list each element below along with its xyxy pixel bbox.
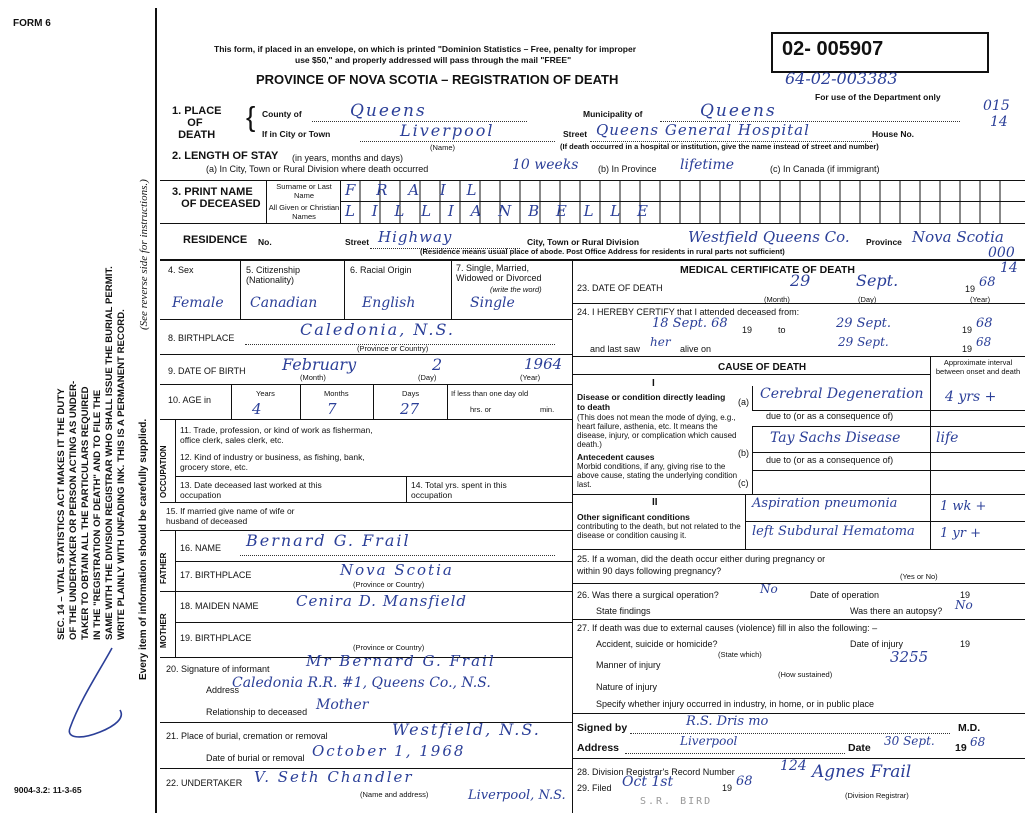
row-10-top [160,384,572,385]
birthplace-note: (Province or Country) [357,344,429,353]
signed-by-label: Signed by [577,722,628,734]
department-code-3: 000 [988,245,1015,261]
residence-city-label: City, Town or Rural Division [527,237,640,247]
mother-birthplace-note: (Province or Country) [353,643,425,652]
occupation-q14: 14. Total yrs. spent in this occupation [411,480,507,500]
signed-date-label: Date [848,742,871,754]
occupation-side-label: OCCUPATION [159,445,168,498]
registrar-stamp: S.R. BIRD [640,796,713,807]
house-label: House No. [872,129,915,139]
burial-date-value: October 1, 1968 [312,742,466,760]
relationship-value: Mother [316,697,369,713]
residence-no-label: No. [258,237,272,247]
side-notice-1: SEC. 14 – VITAL STATISTICS ACT MAKES IT THE DUTY [56,388,67,640]
cause-b-mark: (b) [738,448,749,458]
signed-top [572,713,1025,714]
deceased-name-label: 3. PRINT NAME OF DECEASED [172,186,261,210]
row-26-top [572,583,1025,584]
age-div3 [373,384,374,419]
form-title: PROVINCE OF NOVA SCOTIA – REGISTRATION OF DEATH [256,72,619,87]
cause-c-top [752,470,1025,471]
signed-by-value: R.S. Dris mo [686,714,769,729]
mother-side-label: MOTHER [159,613,168,648]
undertaker-town: Liverpool, N.S. [468,788,566,803]
racial-value: English [362,295,416,311]
handwritten-registration-number: 64-02-003383 [785,69,898,88]
given-names-label: All Given or Christian Names [268,203,340,221]
street-value: Queens General Hospital [596,121,810,139]
death-year-value: 68 [979,275,996,290]
death-year-note: (Year) [970,295,991,304]
surname-label: Surname or Last Name [276,182,332,200]
attended-from-value: 18 Sept. 68 [652,316,728,331]
residence-city-value: Westfield Queens Co. [688,228,850,246]
dob-day-note: (Day) [418,373,437,382]
father-birthplace-label: 17. BIRTHPLACE [180,570,252,580]
mother-maiden-value: Cenira D. Mansfield [296,592,468,610]
age-days-label: Days [402,389,420,398]
division-registrar-note: (Division Registrar) [845,791,909,800]
relationship-label: Relationship to deceased [206,707,308,717]
undertaker-label: 22. UNDERTAKER [166,778,243,788]
row-13-top [175,476,572,477]
section-i-label: I [652,378,655,389]
marital-value: Single [470,295,515,311]
residence-street-label: Street [345,237,370,247]
place-brace: { [246,101,256,132]
signed-year-prefix: 19 [955,742,967,754]
row-9-top [160,354,572,355]
form-number: FORM 6 [13,18,51,29]
other-conditions-label: Other significant conditions [577,512,690,522]
filed-year-value: 68 [736,774,753,789]
given-names-value: L I L L I A N B E L L E [345,202,654,220]
spouse-label: 15. If married give name of wife or husband of deceased [166,506,295,526]
city-label: If in City or Town [262,129,331,139]
form-left-border [155,8,157,813]
pregnancy-question: 25. If a woman, did the death occur either during pregnancy or within 90 days following pregnancy? [577,554,826,576]
footer-code: 9004-3.2: 11-3-65 [14,785,82,795]
attended-year-value: 68 [976,316,993,331]
cause-b-interval: life [936,430,959,446]
dob-month-value: February [282,355,357,374]
column-divider [572,259,573,813]
row-11-top [160,419,572,420]
attended-nineteen: 19 [742,325,753,335]
death-day-value: 29 [790,271,811,290]
antecedent-label: Antecedent causes [577,452,655,462]
manner-number: 3255 [890,648,929,666]
medical-title: MEDICAL CERTIFICATE OF DEATH [680,264,855,276]
specify-label: Specify whether injury occurred in industry, in home, or in public place [596,699,874,709]
father-side-label: FATHER [159,552,168,584]
yes-no-note: (Yes or No) [900,572,938,581]
burial-date-label: Date of burial or removal [206,753,305,763]
county-value: Queens [350,101,427,121]
cause-b-bottom [752,452,1025,453]
alive-year-prefix: 19 [962,344,973,354]
dob-day-value: 2 [432,355,443,374]
stay-a-value: 10 weeks [512,157,579,173]
age-months-value: 7 [327,400,337,418]
row-13-div [406,476,407,502]
hrs-label: hrs. or [470,405,492,414]
nature-label: Nature of injury [596,682,658,692]
other-condition-2: left Subdural Hematoma [752,524,915,539]
mother-maiden-label: 18. MAIDEN NAME [180,601,259,611]
doctor-address-line [625,753,845,754]
city-line [360,141,555,142]
autopsy-question: Was there an autopsy? [850,606,943,616]
filed-label: 29. Filed [577,783,612,793]
stay-c-label: (c) In Canada (if immigrant) [770,164,880,174]
surgery-question: 26. Was there a surgical operation? [577,590,719,600]
citizenship-value: Canadian [250,295,318,311]
autopsy-value: No [955,598,973,612]
dob-year-note: (Year) [520,373,541,382]
attended-to-value: 29 Sept. [836,316,891,331]
state-findings-label: State findings [596,606,651,616]
cause-c-mark: (c) [738,478,749,488]
age-div2 [300,384,301,419]
signed-date-value: 30 Sept. [884,734,935,748]
occupation-q13: 13. Date deceased last worked at this occupation [180,480,322,500]
last-saw-value: her [650,335,671,349]
birthplace-label: 8. BIRTHPLACE [168,333,235,343]
alive-year-value: 68 [976,335,992,349]
dob-year-value: 1964 [524,355,563,373]
cause-a-mark: (a) [738,397,749,407]
filed-year-prefix: 19 [722,783,733,793]
injury-date-label: Date of injury [850,639,904,649]
length-of-stay-sub: (in years, months and days) [292,153,404,163]
registration-number: 02- 005907 [782,38,884,60]
age-div1 [231,384,232,419]
cause-title: CAUSE OF DEATH [718,362,807,373]
informant-address-value: Caledonia R.R. #1, Queens Co., N.S. [232,675,491,691]
section-ii-top [572,494,1025,495]
record-number-label: 28. Division Registrar's Record Number [577,767,735,777]
row-25-top [572,549,1025,550]
informant-signature-value: Mr Bernard G. Frail [306,652,496,670]
other-conditions-note: contributing to the death, but not related to the disease or condition causing it. [577,522,741,540]
alive-on-label: alive on [680,344,712,354]
county-label: County of [262,109,302,119]
marital-label: 7. Single, Married, Widowed or Divorced [456,263,542,283]
sex-value: Female [172,295,224,311]
filed-value: Oct 1st [622,774,674,790]
other-condition-1: Aspiration pneumonia [752,496,898,511]
marital-note: (write the word) [490,285,542,294]
birthplace-value: Caledonia, N.S. [300,320,455,339]
accident-label: Accident, suicide or homicide? [596,639,718,649]
department-code-2: 14 [990,114,1008,130]
age-label: 10. AGE in [168,395,212,405]
age-div4 [447,384,448,419]
department-code-4: 14 [1000,260,1018,276]
undertaker-note: (Name and address) [360,790,429,799]
hospital-note: (If death occurred in a hospital or institution, give the name instead of street and number) [560,142,879,151]
burial-place-value: Westfield, N.S. [392,720,541,739]
death-month-note: (Month) [764,295,790,304]
father-birthplace-value: Nova Scotia [340,561,454,579]
stay-b-label: (b) In Province [598,164,657,174]
street-label: Street [563,129,588,139]
undertaker-value: V. Seth Chandler [254,768,414,786]
postal-note-2: use $50," and properly addressed will pass through the mail "FREE" [295,55,572,65]
row4-div1 [240,259,241,319]
age-years-value: 4 [252,400,262,418]
side-notice-4: IN THE "REGISTRATION OF DEATH" AND TO FILE THE [92,389,103,640]
date-of-death-label: 23. DATE OF DEATH [577,283,663,293]
side-notice-6: WRITE PLAINLY WITH UNFADING INK. THIS IS A PERMANENT RECORD. [116,309,127,640]
citizenship-label: 5. Citizenship (Nationality) [246,265,301,285]
postal-note-1: This form, if placed in an envelope, on which is printed "Dominion Statistics – Free, penalty for improper [214,44,637,54]
cause-bc-left [752,426,753,494]
occupation-side-div [175,419,176,502]
parents-side-div [175,530,176,657]
state-which-note: (State which) [718,650,762,659]
occupation-q11: 11. Trade, profession, or kind of work as fisherman, office clerk, sales clerk, etc. [180,425,373,445]
injury-year-prefix: 19 [960,639,971,649]
registrar-signature: Agnes Frail [812,762,912,782]
name-grid-divider [266,180,267,223]
side-notice-2: OF THE UNDERTAKER OR PERSON ACTING AS UNDER- [68,380,79,640]
dob-month-note: (Month) [300,373,326,382]
occupation-q12: 12. Kind of industry or business, as fishing, bank, grocery store, etc. [180,452,365,472]
death-day-note: (Day) [858,295,877,304]
how-sustained-note: (How sustained) [778,670,833,679]
department-use-note: For use of the Department only [815,92,941,102]
cause-a-left [752,386,753,410]
last-saw-label: and last saw [590,344,641,354]
row-19-top [175,622,572,623]
cause-sub-top [572,374,930,375]
residence-note: (Residence means usual place of abode. Post Office Address for residents in rural parts not sufficient) [420,247,785,256]
residence-street-value: Highway [378,228,453,246]
attended-to-label: to [778,325,786,335]
father-name-value: Bernard G. Frail [246,531,411,550]
cause-b-top [752,426,1025,427]
antecedent-note: Morbid conditions, if any, giving rise to the above cause, stating the underlying condition last. [577,462,738,489]
row-15-top [160,502,572,503]
row4-div2 [344,259,345,319]
signed-year-value: 68 [970,735,986,749]
father-name-line [240,555,555,556]
length-of-stay-label: 2. LENGTH OF STAY [172,150,279,162]
due-to-a: due to (or as a consequence of) [766,411,894,421]
age-years-label: Years [256,389,275,398]
mother-birthplace-label: 19. BIRTHPLACE [180,633,252,643]
cause-b-value: Tay Sachs Disease [770,430,901,446]
section-ii-mid [745,521,1025,522]
sex-label: 4. Sex [168,265,194,275]
attended-year-prefix: 19 [962,325,973,335]
side-signature-mark [60,640,140,750]
other-condition-1-interval: 1 wk + [940,499,987,514]
city-value: Liverpool [400,121,495,140]
min-label: min. [540,405,555,414]
row4-div3 [451,259,452,319]
father-birthplace-note: (Province or Country) [353,580,425,589]
manner-label: Manner of injury [596,660,661,670]
age-days-value: 27 [400,400,420,418]
name-grid-bottom [160,223,1025,224]
record-number-value: 124 [780,758,807,774]
cause-a-value: Cerebral Degeneration [760,386,924,402]
stay-b-value: lifetime [680,157,735,173]
row-27-top [572,619,1025,620]
operation-date-label: Date of operation [810,590,880,600]
side-notice-3: TAKER TO OBTAIN ALL THE PARTICULARS REQUIRED [80,386,91,640]
md-label: M.D. [958,722,981,734]
cause-a-interval: 4 yrs + [945,389,997,405]
residence-province-label: Province [866,237,902,247]
city-name-note: (Name) [430,143,456,152]
side-notice-5: SAME WITH THE DIVISION REGISTRAR WHO SHALL ISSUE THE BURIAL PERMIT. [104,266,115,640]
municipality-value: Queens [700,101,777,121]
death-month-value: Sept. [856,271,899,290]
doctor-address-label: Address [577,742,620,754]
side-instructions: (See reverse side for instructions.) [138,179,150,330]
disease-note: (This does not mean the mode of dying, e.g., heart failure, asthenia, etc. It means the disease, injury, or complication which caused death.) [577,413,737,449]
department-code-1: 015 [983,98,1010,114]
racial-label: 6. Racial Origin [350,265,412,275]
residence-province-value: Nova Scotia [912,228,1004,246]
mid-rule [160,259,1025,261]
doctor-address-value: Liverpool [680,734,738,748]
due-to-b: due to (or as a consequence of) [766,455,894,465]
interval-title: Approximate interval between onset and death [935,358,1021,376]
stay-a-label: (a) In City, Town or Rural Division where death occurred [206,164,429,174]
surname-value: F R A I L [345,181,485,199]
informant-address-label: Address [206,685,240,695]
informant-signature-label: 20. Signature of informant [166,664,270,674]
residence-label: RESIDENCE [183,234,248,246]
disease-label: Disease or condition directly leading to death [577,392,726,412]
operation-year-prefix: 19 [960,590,971,600]
certify-label: 24. I HEREBY CERTIFY that I attended deceased from: [577,307,800,317]
dob-label: 9. DATE OF BIRTH [168,366,246,376]
side-every-item: Every item of information should be carefully supplied. [138,418,149,680]
section-ii-label: II [652,497,658,508]
age-months-label: Months [324,389,349,398]
row-24-top [572,303,1025,304]
death-year-prefix: 19 [965,284,976,294]
cause-top [572,356,1025,357]
external-causes-question: 27. If death was due to external causes (violence) fill in also the following: – [577,623,878,633]
other-condition-2-interval: 1 yr + [940,526,981,541]
father-name-label: 16. NAME [180,543,222,553]
surgery-value: No [760,582,778,596]
municipality-label: Municipality of [583,109,643,119]
less-than-day-label: If less than one day old [451,389,529,398]
burial-place-label: 21. Place of burial, cremation or removal [166,731,328,741]
place-of-death-label: 1. PLACE OF DEATH [172,105,222,141]
alive-on-value: 29 Sept. [838,335,889,349]
